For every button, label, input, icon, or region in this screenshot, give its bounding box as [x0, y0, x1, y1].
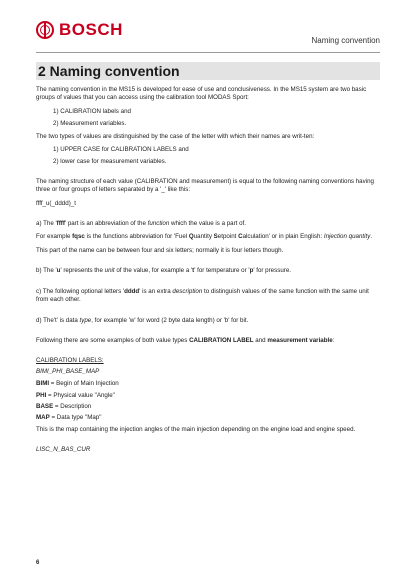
- second-example: LISC_N_BAS_CUR: [36, 446, 91, 454]
- definition-row: MAP = Data type "Map": [36, 414, 102, 422]
- group-item: 2) Measurement variables.: [53, 120, 127, 128]
- page-header: [36, 18, 380, 53]
- part-a-paragraph: a) The 'ffff' part is an abbreviation of the function which the value is a part of.: [36, 220, 246, 228]
- header-title: Naming convention: [311, 36, 380, 45]
- part-c-paragraph: c) The following optional letters 'dddd' is an extra description to distinguish values of the same function with the same unit from each other.: [36, 287, 369, 304]
- case-item: 2) lower case for measurement variables.: [53, 158, 167, 166]
- group-item: 1) CALIBRATION labels and: [53, 107, 131, 115]
- structure-paragraph: The naming structure of each value (CALIBRATION and measurement) is equal to the following naming conventions having three or four groups of letters separated by a '_' like this:: [36, 177, 374, 194]
- part-b-paragraph: b) The 'u' represents the unit of the value, for example a 't' for temperature or 'p' for pressure.: [36, 267, 291, 275]
- bosch-armature-icon: [36, 21, 54, 39]
- body-text: [36, 86, 380, 460]
- length-note: This part of the name can be between four and six letters; normally it is four letters though.: [36, 246, 284, 254]
- part-d-paragraph: d) The't' is data type, for example 'w' for word (2 byte data length) or 'b' for bit.: [36, 316, 249, 324]
- map-description: This is the map containing the injection angles of the main injection depending on the engine load and engine speed.: [36, 425, 356, 433]
- definition-row: BIMI = Begin of Main Injection: [36, 380, 119, 388]
- page-number: 6: [36, 560, 40, 566]
- calibration-heading: CALIBRATION LABELS:: [36, 357, 104, 365]
- case-paragraph: The two types of values are distinguished by the case of the letter with which their names are writ-ten:: [36, 132, 315, 140]
- definition-row: PHI = Physical value "Angle": [36, 391, 115, 399]
- naming-pattern: ffff_u(_dddd)_t: [36, 199, 76, 207]
- case-item: 1) UPPER CASE for CALIBRATION LABELS and: [53, 146, 189, 154]
- calibration-example: BIMI_PHI_BASE_MAP: [36, 367, 100, 375]
- examples-intro: Following there are some examples of both value types CALIBRATION LABEL and measurement variable:: [36, 336, 335, 344]
- section-heading: 2 Naming convention: [36, 62, 380, 80]
- function-example: For example fqsc is the functions abbreviation for 'Fuel Quantity Setpoint Calculation' or in plain English: Injection quantity.: [36, 233, 373, 241]
- definition-row: BASE = Description: [36, 402, 92, 410]
- bosch-logo: [36, 20, 123, 40]
- brand-name: BOSCH: [59, 20, 123, 39]
- intro-paragraph: The naming convention in the MS15 is developed for ease of use and conclusiveness. In the MS15 system are two basic groups of values that you can access using the calibration tool MODAS Sport:: [36, 86, 367, 102]
